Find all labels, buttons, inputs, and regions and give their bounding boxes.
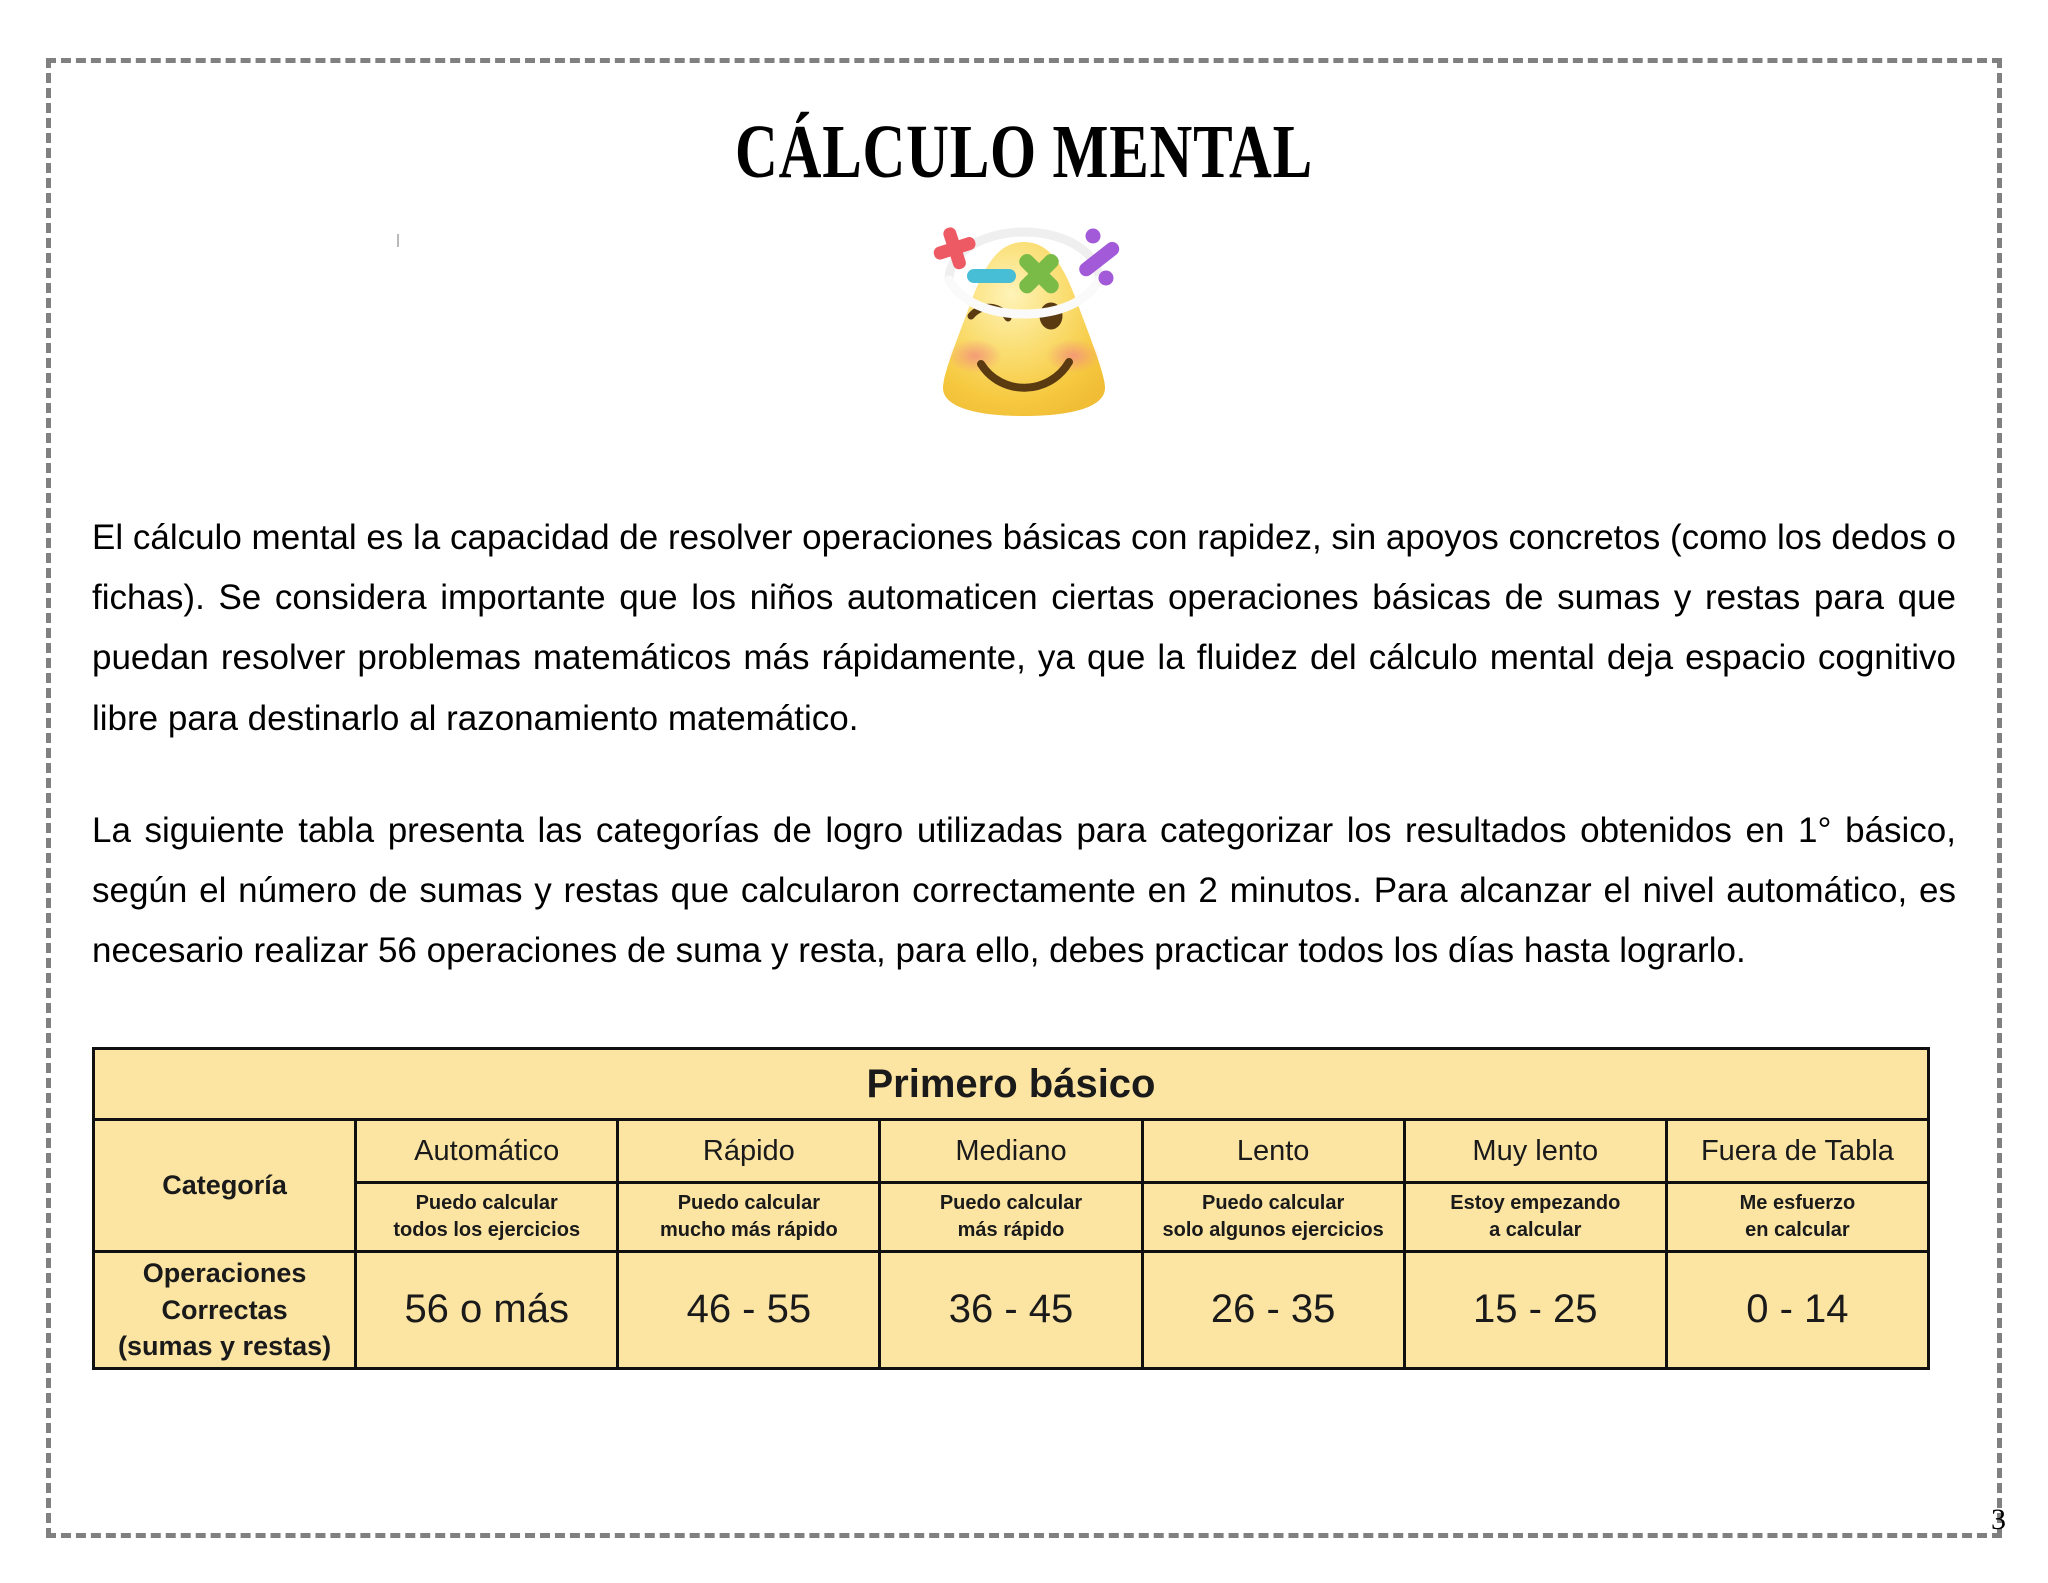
minus-icon: [967, 269, 1016, 283]
table-title: Primero básico: [94, 1049, 1929, 1120]
row-header-categoria: Categoría: [94, 1120, 356, 1252]
table-explanation-paragraph: La siguiente tabla presenta las categorías de logro utilizadas para categorizar los resultados obtenidos en 1° básico, según el número de sumas y restas que calcularon correctamente en 2 minutos. Para alcanzar el nivel automático, es necesario realizar 56 operaciones de suma y resta, para ello, debes practicar todos los días hasta lograrlo.: [92, 810, 1956, 971]
plus-icon: [928, 221, 982, 275]
value-automatico: 56 o más: [356, 1252, 618, 1368]
stray-ink-mark: [397, 234, 399, 247]
value-rapido: 46 - 55: [618, 1252, 880, 1368]
level-header-rapido: Rápido: [618, 1120, 880, 1183]
achievement-levels-table: [92, 1047, 1930, 1369]
level-header-lento: Lento: [1142, 1120, 1404, 1183]
grades-table-container: [92, 1047, 1956, 1369]
value-muy-lento: 15 - 25: [1404, 1252, 1666, 1368]
level-desc-mediano: Puedo calcular más rápido: [880, 1183, 1142, 1252]
level-header-fuera-de-tabla: Fuera de Tabla: [1666, 1120, 1928, 1183]
table-data-row: [94, 1252, 1929, 1368]
table-description-row: [94, 1183, 1929, 1252]
value-mediano: 36 - 45: [880, 1252, 1142, 1368]
level-header-mediano: Mediano: [880, 1120, 1142, 1183]
intro-paragraph: El cálculo mental es la capacidad de resolver operaciones básicas con rapidez, sin apoyos concretos (como los dedos o fichas). Se considera importante que los niños automaticen ciertas operaciones básicas de sumas y restas para que puedan resolver problemas matemáticos más rápidamente, ya que la fluidez del cálculo mental deja espacio cognitivo libre para destinarlo al razonamiento matemático.: [92, 518, 1956, 738]
level-desc-muy-lento: Estoy empezando a calcular: [1404, 1183, 1666, 1252]
table-title-row: [94, 1049, 1929, 1120]
level-desc-rapido: Puedo calcular mucho más rápido: [618, 1183, 880, 1252]
data-row-label: Operaciones Correctas (sumas y restas): [94, 1252, 356, 1368]
illustration-container: [92, 206, 1956, 436]
value-lento: 26 - 35: [1142, 1252, 1404, 1368]
page-title: CÁLCULO MENTAL: [735, 110, 1313, 194]
value-fuera-de-tabla: 0 - 14: [1666, 1252, 1928, 1368]
divide-icon: [1076, 229, 1122, 286]
table-level-row: [94, 1120, 1929, 1183]
level-header-automatico: Automático: [356, 1120, 618, 1183]
math-face-emoji: [909, 206, 1139, 436]
level-desc-automatico: Puedo calcular todos los ejercicios: [356, 1183, 618, 1252]
page-content: [92, 88, 1956, 1518]
level-desc-fuera-de-tabla: Me esfuerzo en calcular: [1666, 1183, 1928, 1252]
level-header-muy-lento: Muy lento: [1404, 1120, 1666, 1183]
page-number: 3: [1991, 1503, 2006, 1536]
level-desc-lento: Puedo calcular solo algunos ejercicios: [1142, 1183, 1404, 1252]
